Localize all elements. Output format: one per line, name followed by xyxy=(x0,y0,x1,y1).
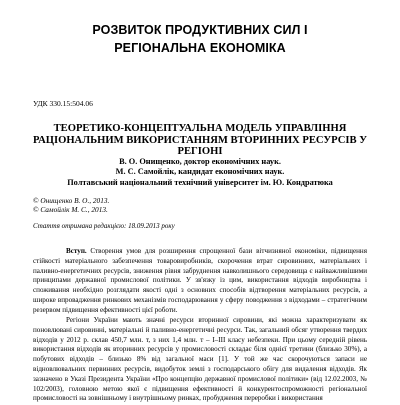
author-2: М. С. Самойлік, кандидат економічних наук. xyxy=(115,167,285,177)
received-date-note: Стаття отримана редакцією: 18.09.2013 року xyxy=(33,222,175,230)
article-title-line-2: РАЦІОНАЛЬНИМ ВИКОРИСТАННЯМ ВТОРИННИХ РЕСУРСІВ У xyxy=(32,134,368,146)
section-heading-line-2: РЕГІОНАЛЬНА ЕКОНОМІКА xyxy=(114,41,286,55)
body-paragraph-2: Регіони України мають значні ресурси вторинної сировини, які можна характеризувати як поновлювані сировинні, матеріальні й паливно-енергетичні ресурси. Так, загальний обсяг утворення твердих відходів у 2012 р. склав 450,7 млн. т, з них 1,4 млн. т – I–III класу небезпеки. При цьому середній рівень використання відходів як вторинних ресурсів у промисловості складає біля однієї третини (близько 30%), а побутових відходів – близько 8% від загальної маси [1]. У той же час скорочуються запаси не відновлювальних первинних ресурсів, видобуток землі з господарського обігу для видалення відходів. Як зазначено в Указі Президента України «Про концепцію державної промислової політики» (від 12.02.2003, № 102/2003), головною метою якої є підвищення ефективності й конкурентоспроможності регіональної промисловості на зовнішньому і внутрішньому ринках, пробудження переробки і використання xyxy=(33,316,367,403)
udc-code: УДК 330.15:504.06 xyxy=(33,99,93,108)
article-title-line-3: РЕГІОНІ xyxy=(177,146,223,157)
copyright-line-1: © Онищенко В. О., 2013. xyxy=(33,196,110,205)
section-heading-line-1: РОЗВИТОК ПРОДУКТИВНИХ СИЛ І xyxy=(92,23,308,37)
article-title xyxy=(30,123,370,158)
article-body xyxy=(33,247,367,405)
section-heading xyxy=(0,21,400,57)
article-title-line-1: ТЕОРЕТИКО-КОНЦЕПТУАЛЬНА МОДЕЛЬ УПРАВЛІННЯ xyxy=(53,123,347,134)
copyright-notes xyxy=(33,196,109,214)
author-1: В. О. Онищенко, доктор економічних наук. xyxy=(119,157,281,166)
body-paragraph-1-text: Створення умов для розширення спрощенної бази вітчизняної економіки, підвищення стійкості матеріального забезпечення товаровиробників, скорочення втрат сировинних, матеріальних і паливно-енергетичних ресурсів, зниження рівня забруднення навколишнього середовища є найважливішими принципами державної промислової політики. У зв'язку із цим, використання відходів виробництва і споживання необхідно розглядати якості одні з основних способів відтворення матеріальних ресурсів, а широке впровадження ринкових механізмів господарювання у сферу поводження з відходами – стратегічним резервом підвищення ефективності цієї роботи. xyxy=(33,247,367,314)
author-block xyxy=(30,157,370,188)
intro-label: Вступ. xyxy=(66,247,87,255)
body-paragraph-1 xyxy=(33,247,367,316)
copyright-line-2: © Самойлік М. С., 2013. xyxy=(33,205,108,214)
author-affiliation: Полтавський національний технічний університет ім. Ю. Кондратюка xyxy=(67,177,333,187)
